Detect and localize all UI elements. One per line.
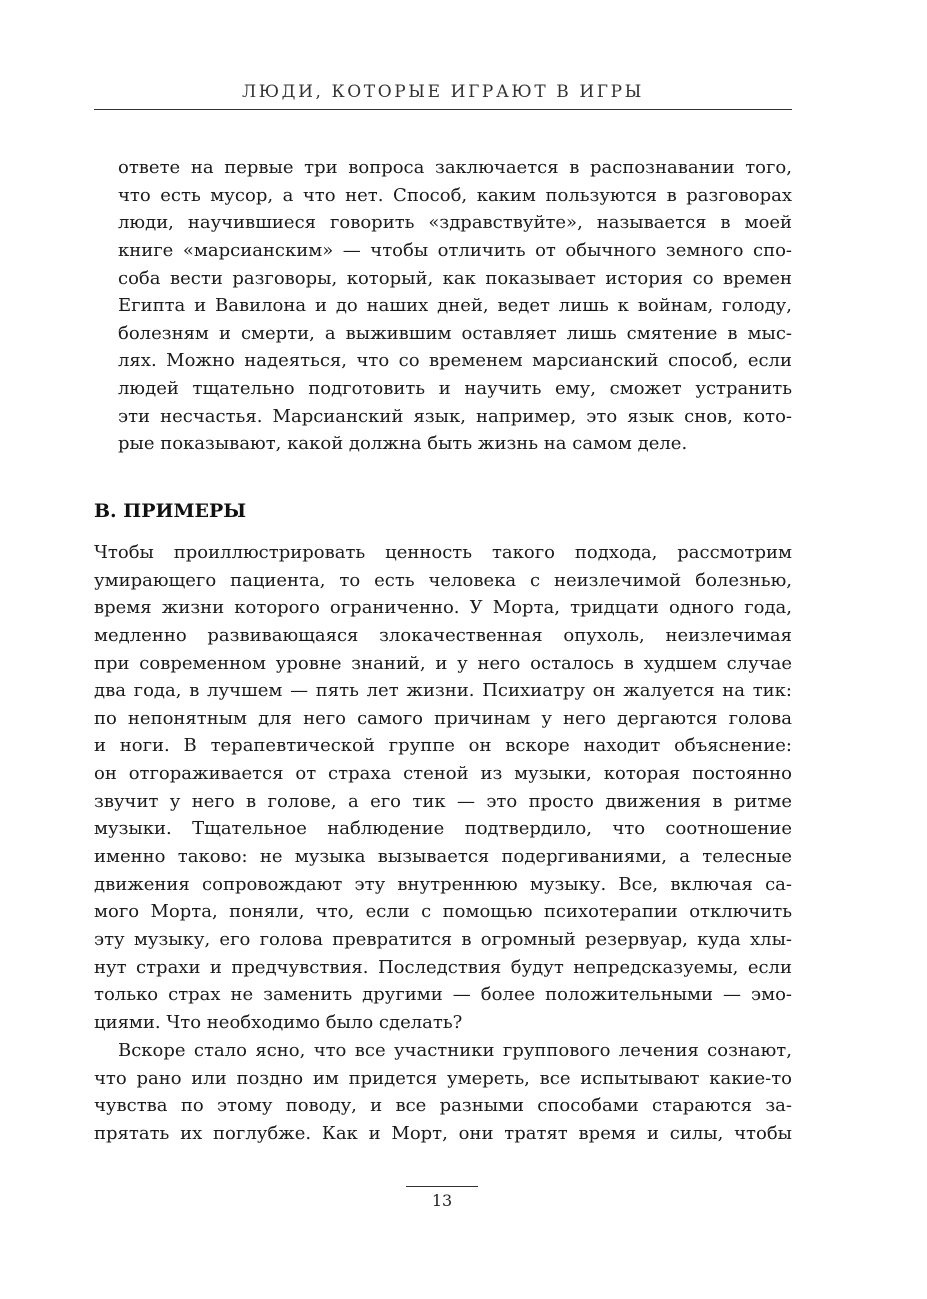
text-line: умирающего пациента, то есть человека с неизлечимой болезнью, <box>94 569 792 591</box>
text-line: музыки. Тщательное наблюдение подтвердило, что соотношение <box>94 818 792 840</box>
intro-paragraph <box>94 154 792 458</box>
text-line: Чтобы проиллюстрировать ценность такого подхода, рассмотрим <box>94 542 792 563</box>
text-line: эти несчастья. Марсианский язык, например, это язык снов, кото- <box>118 405 792 427</box>
text-line: книге «марсианским» — чтобы отличить от обычного земного спо- <box>118 239 792 261</box>
running-head: ЛЮДИ, КОТОРЫЕ ИГРАЮТ В ИГРЫ <box>241 82 645 102</box>
header-rule <box>94 109 792 110</box>
text-line: ответе на первые три вопроса заключается в распознавании того, <box>118 157 792 178</box>
text-line: люди, научившиеся говорить «здравствуйте», называется в моей <box>118 212 792 234</box>
text-line: только страх не заменить другими — более положительными — эмо- <box>94 984 792 1006</box>
page-number: 13 <box>431 1191 453 1210</box>
text-line: Вскоре стало ясно, что все участники группового лечения сознают, <box>118 1040 792 1061</box>
text-line: движения сопровождают эту внутреннюю музыку. Все, включая са- <box>94 873 792 895</box>
section-heading: В. ПРИМЕРЫ <box>94 500 247 522</box>
text-line: что есть мусор, а что нет. Способ, каким пользуются в разговорах <box>118 184 792 206</box>
text-line: нут страхи и предчувствия. Последствия будут непредсказуемы, если <box>94 956 792 978</box>
text-line: именно таково: не музыка вызывается подергиваниями, а телесные <box>94 846 792 868</box>
text-line: чувства по этому поводу, и все разными способами стараются за- <box>94 1095 792 1117</box>
text-line: два года, в лучшем — пять лет жизни. Психиатру он жалуется на тик: <box>94 680 792 702</box>
body-paragraph-2 <box>94 1037 792 1148</box>
text-line: мого Морта, поняли, что, если с помощью психотерапии отключить <box>94 901 792 923</box>
text-line: лях. Можно надеяться, что со временем марсианский способ, если <box>118 350 792 372</box>
footer-rule <box>406 1186 478 1187</box>
text-line: время жизни которого ограниченно. У Морта, тридцати одного года, <box>94 597 792 619</box>
text-line: прятать их поглубже. Как и Морт, они тратят время и силы, чтобы <box>94 1122 792 1144</box>
text-line: и ноги. В терапевтической группе он вскоре находит объяснение: <box>94 735 792 757</box>
text-line: соба вести разговоры, который, как показывает история со времен <box>118 267 792 289</box>
text-line: что рано или поздно им придется умереть, все испытывают какие-то <box>94 1067 792 1089</box>
text-line: эту музыку, его голова превратится в огромный резервуар, куда хлы- <box>94 928 792 950</box>
text-line: он отгораживается от страха стеной из музыки, которая постоянно <box>94 763 792 785</box>
text-line: рые показывают, какой должна быть жизнь на самом деле. <box>118 433 688 455</box>
text-line: людей тщательно подготовить и научить ему, сможет устранить <box>118 378 792 400</box>
text-line: звучит у него в голове, а его тик — это просто движения в ритме <box>94 790 792 812</box>
body-paragraph-1 <box>94 539 792 1037</box>
text-line: по непонятным для него самого причинам у него дергаются голова <box>94 707 792 729</box>
text-line: Египта и Вавилона и до наших дней, ведет лишь к войнам, голоду, <box>118 295 792 317</box>
text-line: циями. Что необходимо было сделать? <box>94 1011 463 1033</box>
text-line: болезням и смерти, а выжившим оставляет лишь смятение в мыс- <box>118 322 792 344</box>
text-line: медленно развивающаяся злокачественная опухоль, неизлечимая <box>94 624 792 646</box>
text-line: при современном уровне знаний, и у него осталось в худшем случае <box>94 652 792 674</box>
